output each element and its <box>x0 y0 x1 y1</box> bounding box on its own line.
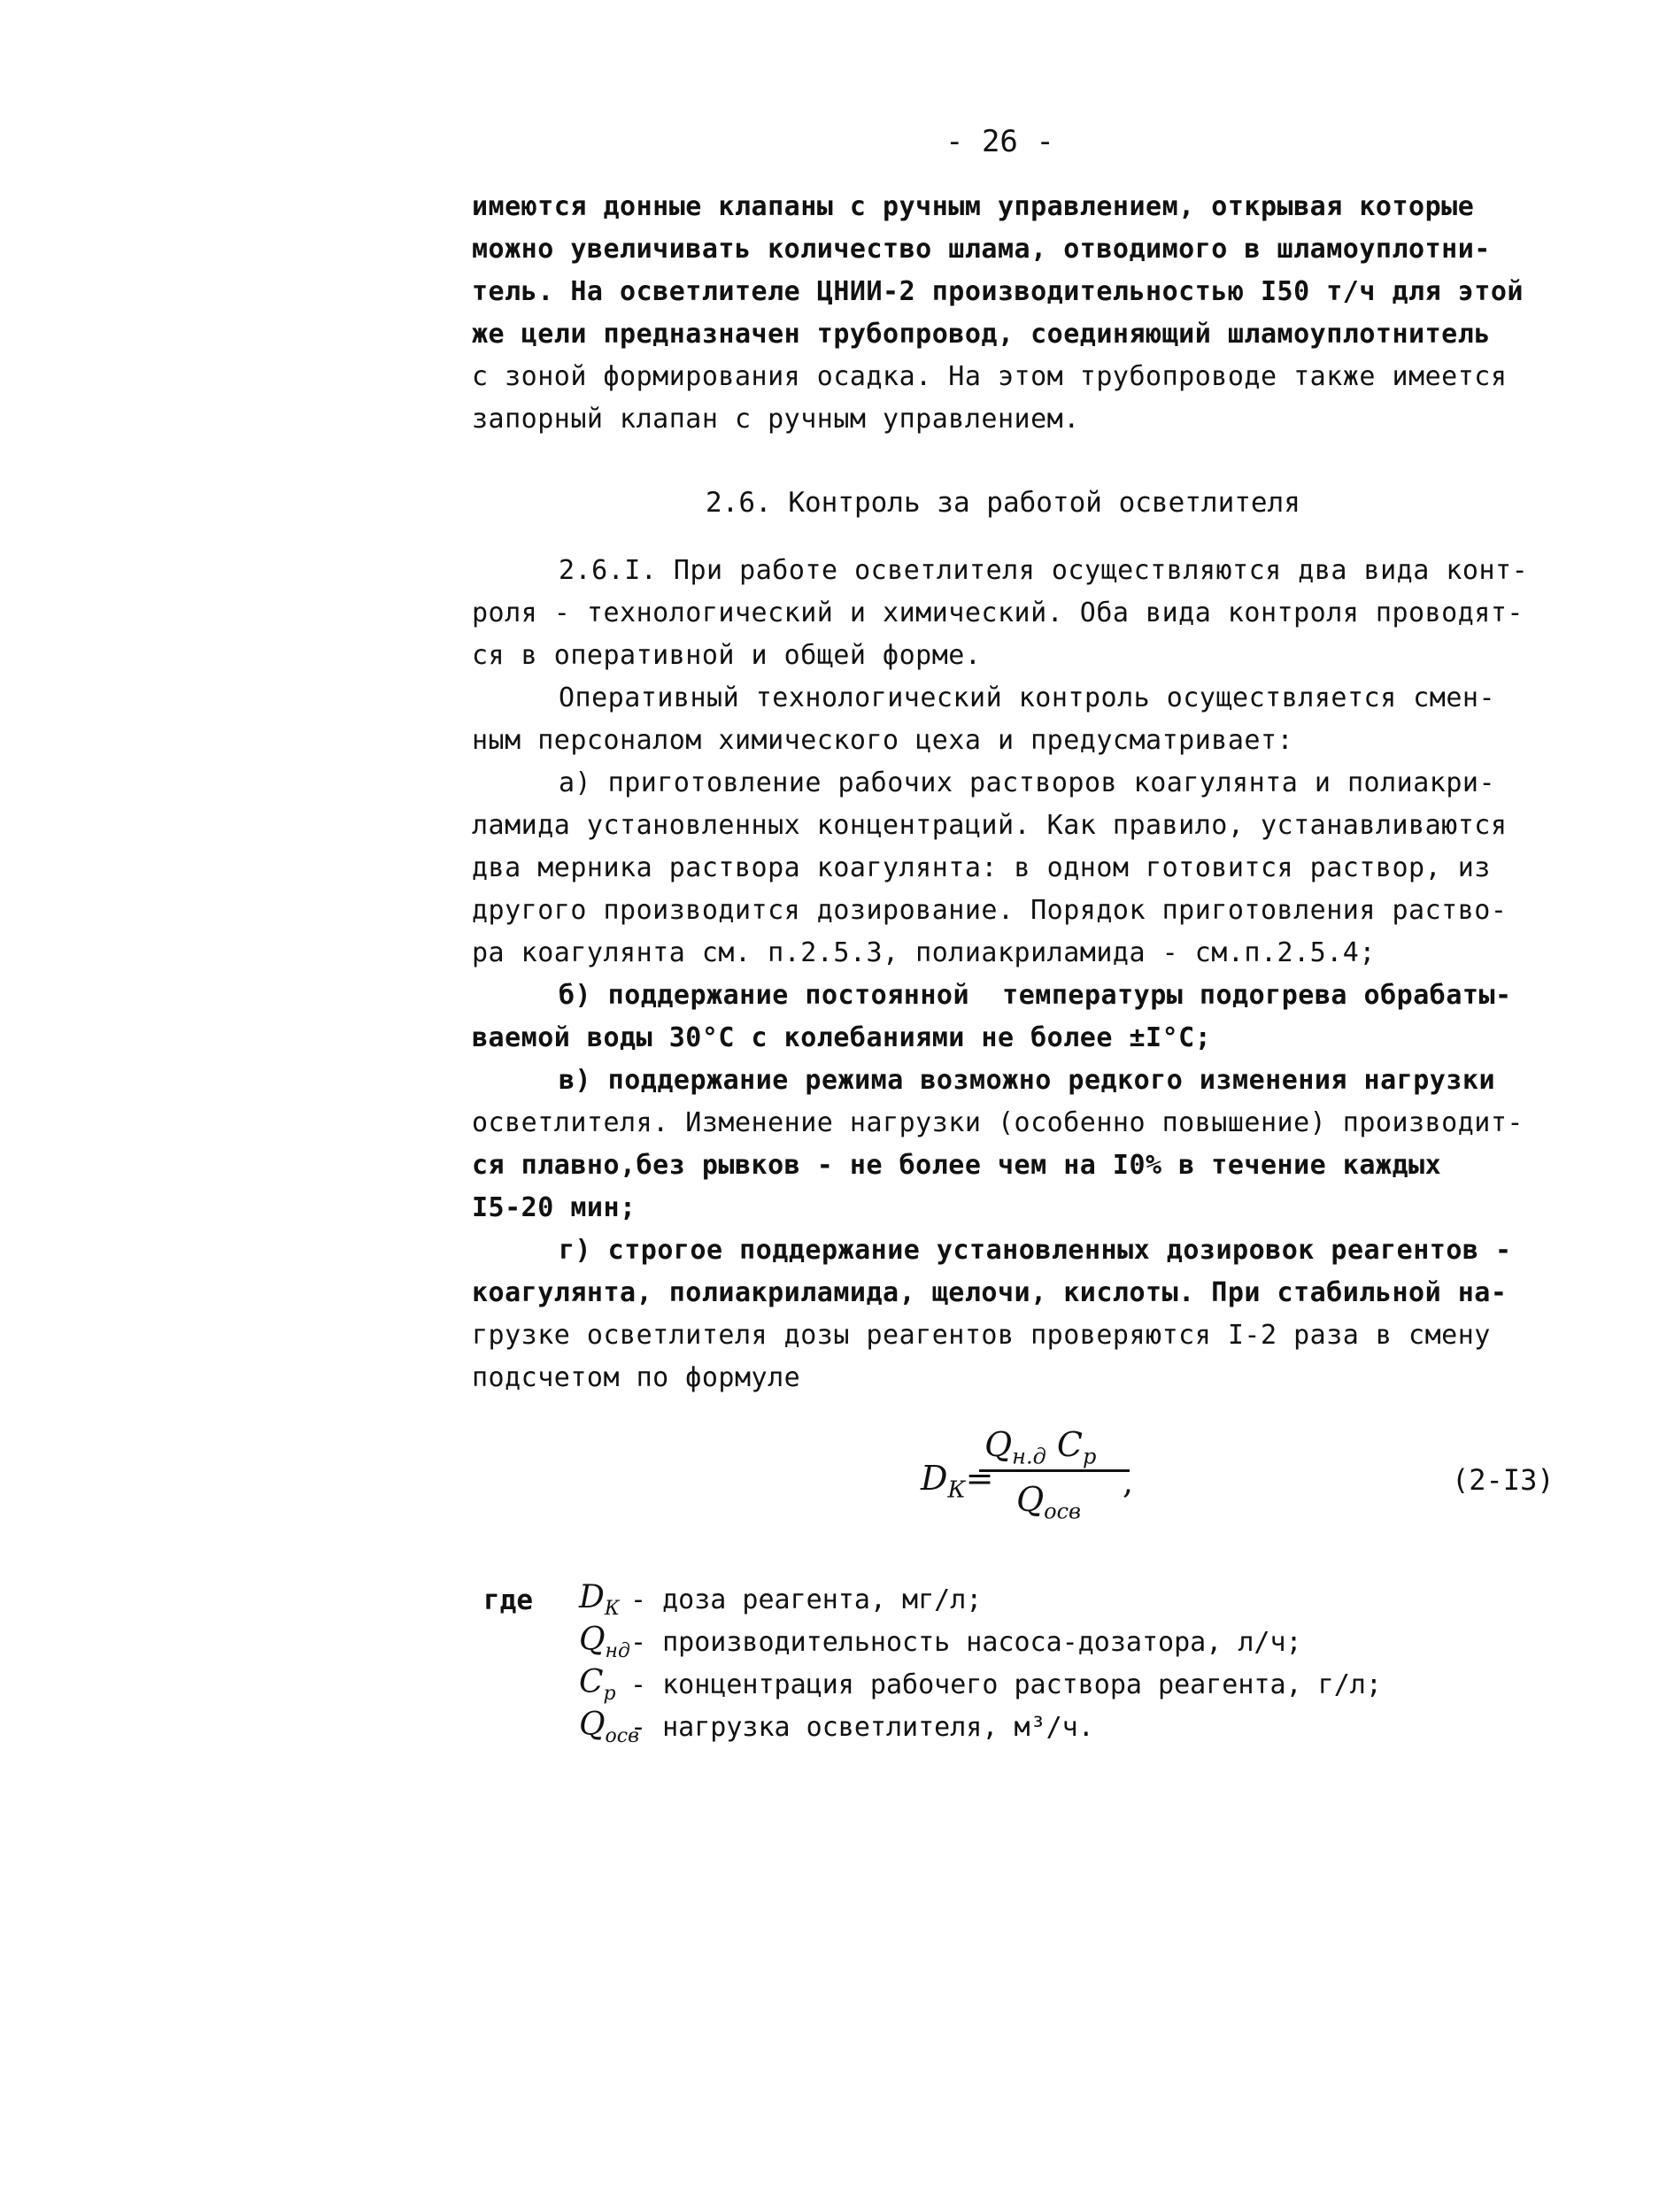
body-line: а) приготовление рабочих растворов коагулянта и полиакри- <box>559 767 1496 798</box>
formula-lhs: $D_К=$ <box>921 1459 994 1504</box>
formula-lhs-subscript: К <box>947 1476 966 1504</box>
symbol-subscript: осв <box>605 1725 639 1748</box>
definition-text: - нагрузка осветлителя, м³/ч. <box>630 1712 1094 1743</box>
body-line: ся в оперативной и общей форме. <box>472 640 982 671</box>
formula-num-q: Q <box>984 1425 1013 1464</box>
formula-lhs-symbol: D <box>921 1459 948 1498</box>
fraction-bar <box>979 1469 1130 1472</box>
intro-line: можно увеличивать количество шлама, отводимого в шламоуплотни- <box>472 234 1491 265</box>
body-line: подсчетом по формуле <box>472 1362 801 1393</box>
symbol-subscript: К <box>604 1598 620 1621</box>
definition-symbol <box>579 1664 616 1705</box>
body-line: ламида установленных концентраций. Как правило, устанавливаются <box>472 810 1508 841</box>
where-label: где <box>483 1584 533 1616</box>
body-line: коагулянта, полиакриламида, щелочи, кислоты. При стабильной на- <box>472 1277 1508 1308</box>
body-line: Оперативный технологический контроль осуществляется смен- <box>559 682 1496 713</box>
section-heading: 2.6. Контроль за работой осветлителя <box>706 487 1300 519</box>
definition-symbol <box>579 1579 620 1620</box>
formula-num-c: C <box>1056 1425 1083 1464</box>
symbol-letter: C <box>579 1664 604 1700</box>
body-line: ным персоналом химического цеха и предусматривает: <box>472 725 1294 756</box>
formula-num-q-subscript: н.д <box>1012 1444 1046 1469</box>
body-line: I5-20 мин; <box>472 1192 637 1223</box>
page-number: - 26 - <box>945 124 1054 159</box>
intro-line: тель. На осветлителе ЦНИИ-2 производительностью I50 т/ч для этой <box>472 276 1524 307</box>
symbol-subscript: нд <box>605 1640 630 1663</box>
symbol-letter: Q <box>579 1707 606 1743</box>
formula-comma: , <box>1123 1462 1134 1501</box>
equation-number: (2-I3) <box>1452 1463 1555 1497</box>
dose-formula <box>921 1425 1133 1522</box>
symbol-letter: Q <box>579 1622 606 1658</box>
formula-numerator <box>984 1425 1096 1469</box>
body-line: грузке осветлителя дозы реагентов проверяются I-2 раза в смену <box>472 1320 1491 1351</box>
body-line: ра коагулянта см. п.2.5.3, полиакриламида - см.п.2.5.4; <box>472 937 1376 968</box>
body-line: ваемой воды 30°С с колебаниями не более ±I°С; <box>472 1022 1212 1053</box>
intro-line: имеются донные клапаны с ручным управлением, открывая которые <box>472 191 1475 222</box>
intro-line: с зоной формирования осадка. На этом трубопроводе также имеется <box>472 361 1508 392</box>
body-line: два мерника раствора коагулянта: в одном готовится раствор, из <box>472 852 1491 883</box>
definition-text: - производительность насоса-дозатора, л/ч; <box>630 1627 1302 1658</box>
definition-text: - концентрация рабочего раствора реагента, г/л; <box>630 1669 1382 1700</box>
body-line: в) поддержание режима возможно редкого изменения нагрузки <box>559 1065 1496 1096</box>
formula-den-q: Q <box>1016 1480 1045 1519</box>
symbol-subscript: p <box>603 1683 616 1706</box>
formula-denominator <box>1016 1480 1081 1524</box>
formula-den-q-subscript: осв <box>1044 1499 1082 1524</box>
body-line: роля - технологический и химический. Оба вида контроля проводят- <box>472 597 1524 628</box>
formula-num-c-subscript: p <box>1082 1444 1097 1469</box>
symbol-letter: D <box>579 1579 605 1615</box>
intro-line: запорный клапан с ручным управлением. <box>472 404 1080 435</box>
body-line: г) строгое поддержание установленных дозировок реагентов - <box>559 1235 1512 1266</box>
definition-text: - доза реагента, мг/л; <box>630 1584 983 1615</box>
body-line: другого производится дозирование. Порядок приготовления раство- <box>472 895 1508 926</box>
body-line: ся плавно,без рывков - не более чем на I0% в течение каждых <box>472 1150 1442 1181</box>
body-line: осветлителя. Изменение нагрузки (особенно повышение) производит- <box>472 1107 1524 1138</box>
definition-symbol <box>579 1622 630 1662</box>
body-line: 2.6.I. При работе осветлителя осуществляются два вида конт- <box>559 555 1529 586</box>
body-line: б) поддержание постоянной температуры подогрева обрабаты- <box>559 980 1512 1011</box>
intro-line: же цели предназначен трубопровод, соединяющий шламоуплотнитель <box>472 319 1491 350</box>
